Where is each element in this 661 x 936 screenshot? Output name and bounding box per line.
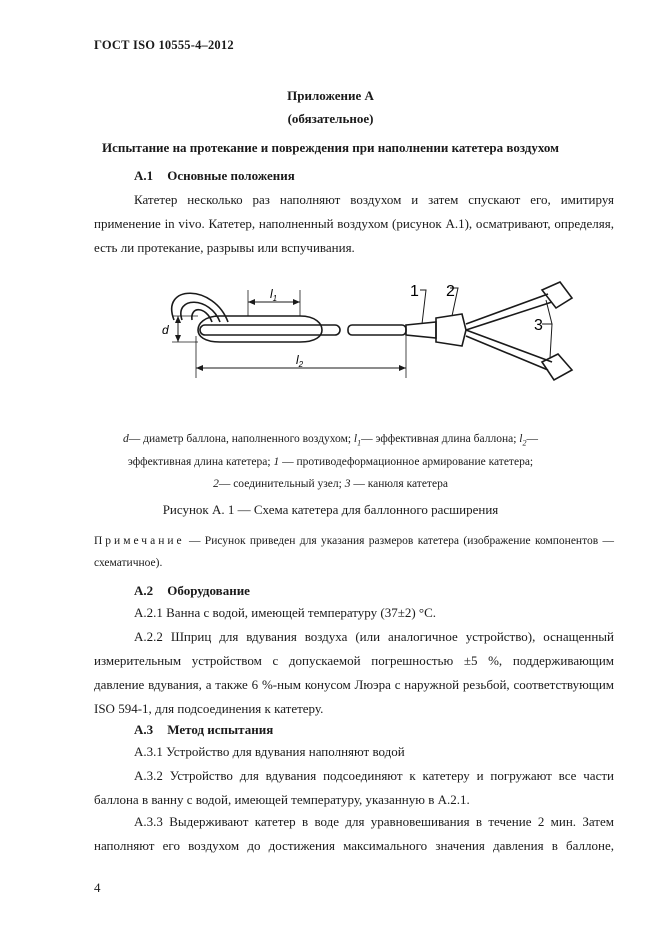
annex-status: (обязательное): [287, 111, 374, 126]
section-a3-heading: [134, 722, 273, 738]
catheter-diagram: [150, 272, 590, 390]
section-title: Оборудование: [167, 583, 250, 598]
branch-lower-b: [466, 336, 548, 370]
figure-legend-line-3: 2— соединительный узел; 3 — канюля катетера: [213, 478, 448, 490]
catheter-tube-mid: [348, 325, 406, 335]
figure-legend-line-1: d— диаметр баллона, наполненного воздухом; $l_1—$ эффективная длина баллона; $l_2—$: [123, 433, 538, 448]
section-number: А.3: [134, 722, 154, 737]
section-number: А.2: [134, 583, 154, 598]
figure-legend-line-2: эффективная длина катетера; 1 — противодеформационное армирование катетера;: [127, 456, 534, 468]
section-title: Основные положения: [167, 168, 295, 183]
section-title: Метод испытания: [167, 722, 274, 737]
label-2: 2: [446, 283, 455, 300]
coil-outer: [172, 293, 228, 322]
section-a3-p3: А.3.3 Выдерживают катетер в воде для уравновешивания в течение 2 мин. Затем наполняют его воздухом до достижения максимального значения давления в баллоне,: [94, 814, 614, 853]
cannula-lower: [542, 354, 572, 380]
label-l2: $l_2$: [296, 353, 304, 369]
strain-relief: [406, 322, 436, 338]
figure-note: Примечание — Рисунок приведен для указания размеров катетера (изображение компонентов — схематичное).: [94, 535, 614, 569]
section-a1-text: Катетер несколько раз наполняют воздухом и затем спускают его, имитируя применение in vivo. Катетер, наполненный воздухом (рисунок А.1), осматривают, определяя, есть ли протекание, разрывы или вспучивания.: [94, 192, 614, 255]
catheter-tube-left: [200, 325, 340, 335]
balloon: [198, 316, 322, 342]
section-number: А.1: [134, 168, 154, 183]
connector-hub: [436, 314, 466, 346]
annex-title: Приложение А: [287, 88, 374, 103]
branch-lower: [466, 330, 552, 362]
label-3: 3: [534, 317, 543, 334]
label-d: d: [162, 323, 169, 337]
label-1: 1: [410, 283, 419, 300]
document-header: ГОСТ ISO 10555-4–2012: [94, 38, 234, 52]
section-a2-heading: [134, 583, 250, 599]
label-l1: $l_1$: [270, 287, 278, 303]
section-a3-p2: А.3.2 Устройство для вдувания подсоединяют к катетеру и погружают все части баллона в ванну с водой, имеющей температуру, указанную в А.2.1.: [94, 768, 614, 807]
coil-inner: [181, 302, 220, 322]
section-a1-heading: [134, 168, 295, 184]
section-a2-p2: А.2.2 Шприц для вдувания воздуха (или аналогичное устройство), оснащенный измерительным устройством с допускаемой погрешностью ±5 %, поддерживающим давление вдувания, а также 6 %-ным конусом Люэра с наружной резьбой, соответствующим ISO 594-1, для подсоединения к катетеру.: [94, 629, 614, 716]
section-a3-p1: А.3.1 Устройство для вдувания наполняют водой: [134, 744, 405, 759]
figure-title: Рисунок А. 1 — Схема катетера для баллонного расширения: [162, 502, 499, 517]
section-a2-p1: А.2.1 Ванна с водой, имеющей температуру (37±2) °С.: [134, 605, 437, 620]
page-number: 4: [94, 880, 101, 895]
annex-subject: Испытание на протекание и повреждения при наполнении катетера воздухом: [102, 140, 559, 155]
